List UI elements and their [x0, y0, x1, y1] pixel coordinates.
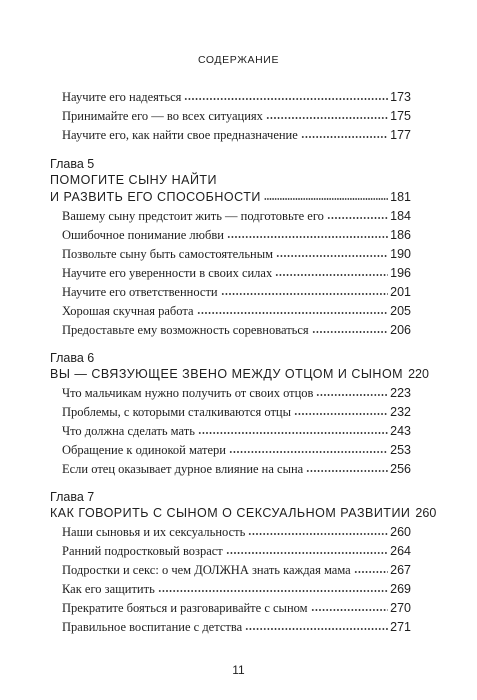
chapter-title-row[interactable] [50, 364, 429, 382]
toc-entry[interactable] [62, 263, 411, 281]
toc-entry-title: Проблемы, с которыми сталкиваются отцы [62, 405, 291, 419]
chapter-label: Глава 7 [50, 490, 95, 504]
dot-leader [312, 329, 388, 335]
toc-entry[interactable] [62, 579, 411, 597]
toc-entry[interactable] [62, 383, 411, 401]
toc-entry-title: Наши сыновья и их сексуальность [62, 525, 246, 539]
toc-entry[interactable] [62, 87, 411, 105]
toc-entry-page: 173 [390, 90, 411, 104]
dot-leader [311, 607, 389, 613]
chapter-title[interactable]: ПОМОГИТЕ СЫНУ НАЙТИ [50, 173, 218, 187]
dot-leader [226, 550, 388, 556]
toc-entry[interactable] [62, 617, 411, 635]
toc-entry-title: Подростки и секс: о чем ДОЛЖНА знать каждая мама [62, 563, 351, 577]
toc-entry-title: Если отец оказывает дурное влияние на сына [62, 462, 304, 476]
dot-leader [198, 430, 388, 436]
toc-entry-page: 253 [390, 443, 411, 457]
dot-leader [248, 531, 388, 537]
toc-entry[interactable] [62, 206, 411, 224]
dot-leader [294, 411, 388, 417]
page-header: СОДЕРЖАНИЕ [197, 54, 280, 66]
toc-entry[interactable] [62, 541, 411, 559]
toc-entry-page: 201 [390, 285, 411, 299]
dot-leader [266, 115, 388, 121]
toc-entry-page: 205 [390, 304, 411, 318]
toc-entry-page: 190 [390, 247, 411, 261]
toc-entry-title: Ошибочное понимание любви [62, 228, 224, 242]
chapter-title-row[interactable] [50, 503, 437, 521]
dot-leader [276, 253, 388, 259]
toc-entry[interactable] [62, 225, 411, 243]
toc-entry[interactable] [62, 440, 411, 458]
dot-leader [316, 392, 388, 398]
toc-entry[interactable] [62, 459, 411, 477]
toc-entry-page: 270 [390, 601, 411, 615]
toc-entry-title: Научите его надеяться [62, 90, 182, 104]
toc-entry[interactable] [62, 125, 411, 143]
toc-entry-page: 243 [390, 424, 411, 438]
dot-leader [184, 96, 388, 102]
toc-entry-page: 184 [390, 209, 411, 223]
dot-leader [197, 310, 389, 316]
toc-entry-title: Научите его, как найти свое предназначение [62, 128, 298, 142]
toc-entry[interactable] [62, 106, 411, 124]
chapter-title: ВЫ — СВЯЗУЮЩЕЕ ЗВЕНО МЕЖДУ ОТЦОМ И СЫНОМ [50, 367, 404, 381]
toc-entry-page: 271 [390, 620, 411, 634]
toc-entry-page: 175 [390, 109, 411, 123]
chapter-page: 260 [415, 506, 437, 520]
toc-entry-title: Обращение к одинокой матери [62, 443, 226, 457]
toc-entry-page: 269 [390, 582, 411, 596]
dot-leader [275, 272, 388, 278]
dot-leader [158, 588, 388, 594]
chapter-label: Глава 5 [50, 157, 95, 171]
toc-entry-title: Что должна сделать мать [62, 424, 195, 438]
toc-entry-title: Принимайте его — во всех ситуациях [62, 109, 263, 123]
toc-entry-title: Вашему сыну предстоит жить — подготовьте его [62, 209, 324, 223]
toc-entry-page: 267 [390, 563, 411, 577]
dot-leader [229, 449, 388, 455]
toc-entry-page: 260 [390, 525, 411, 539]
dot-leader [264, 196, 388, 202]
toc-entry-title: Научите его уверенности в своих силах [62, 266, 273, 280]
toc-entry-title: Научите его ответственности [62, 285, 218, 299]
toc-entry-title: Как его защитить [62, 582, 155, 596]
toc-entry-title: Прекратите бояться и разговаривайте с сыном [62, 601, 308, 615]
toc-entry[interactable] [62, 301, 411, 319]
toc-entry-title: Ранний подростковый возраст [62, 544, 223, 558]
toc-entry-page: 264 [390, 544, 411, 558]
toc-entry[interactable] [62, 598, 411, 616]
toc-entry-page: 206 [390, 323, 411, 337]
toc-entry-page: 196 [390, 266, 411, 280]
toc-entry-title: Позвольте сыну быть самостоятельным [62, 247, 274, 261]
dot-leader [245, 626, 388, 632]
toc-entry-title: Хорошая скучная работа [62, 304, 194, 318]
dot-leader [301, 134, 388, 140]
dot-leader [306, 468, 388, 474]
chapter-title: И РАЗВИТЬ ЕГО СПОСОБНОСТИ [50, 190, 261, 204]
toc-entry-title: Правильное воспитание с детства [62, 620, 243, 634]
toc-entry-page: 177 [390, 128, 411, 142]
dot-leader [227, 234, 388, 240]
toc-entry-page: 232 [390, 405, 411, 419]
toc-entry[interactable] [62, 244, 411, 262]
chapter-label: Глава 6 [50, 351, 95, 365]
toc-entry-title: Предоставьте ему возможность соревноваться [62, 323, 309, 337]
toc-entry-page: 186 [390, 228, 411, 242]
toc-entry-page: 256 [390, 462, 411, 476]
toc-entry[interactable] [62, 560, 411, 578]
toc-entry-page: 223 [390, 386, 411, 400]
toc-entry[interactable] [62, 421, 411, 439]
toc-entry[interactable] [62, 320, 411, 338]
toc-entry[interactable] [62, 402, 411, 420]
chapter-title: КАК ГОВОРИТЬ С СЫНОМ О СЕКСУАЛЬНОМ РАЗВИТИИ [50, 506, 411, 520]
page-number: 11 [232, 663, 245, 677]
toc-entry[interactable] [62, 522, 411, 540]
chapter-page: 181 [390, 190, 411, 204]
chapter-page: 220 [408, 367, 429, 381]
dot-leader [354, 569, 388, 575]
chapter-title-row[interactable] [50, 187, 411, 205]
dot-leader [221, 291, 389, 297]
toc-entry-title: Что мальчикам нужно получить от своих отцов [62, 386, 314, 400]
toc-entry[interactable] [62, 282, 411, 300]
dot-leader [327, 215, 388, 221]
